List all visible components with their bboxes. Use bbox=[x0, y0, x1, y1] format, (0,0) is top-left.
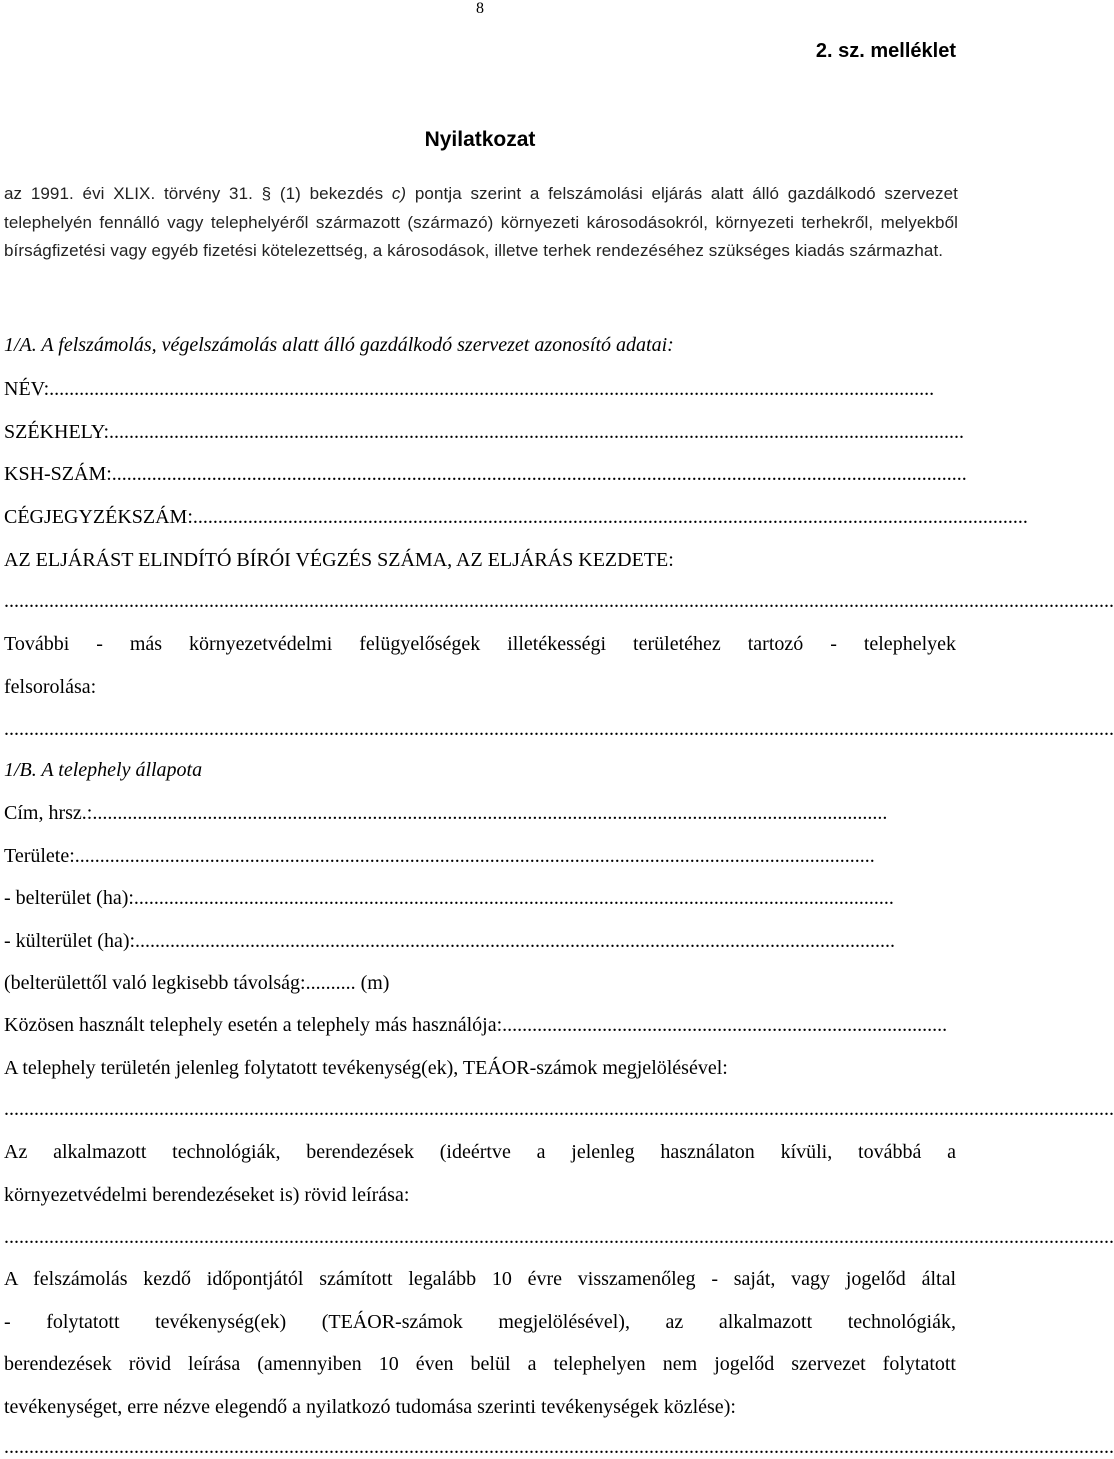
shared-use-field[interactable]: Közösen használt telephely esetén a telephely más használója:......................................................................................... bbox=[4, 1014, 948, 1036]
area-field[interactable]: Területe:................................................................................................................................................................ bbox=[4, 845, 875, 867]
inner-area-field[interactable]: - belterület (ha):........................................................................................................................................................ bbox=[4, 887, 894, 909]
intro-text-end: pontja szerint a felszámolási eljárás alatt álló gazdálkodó szervezet telephelyén fennálló vagy telephelyéről származott (származó) környezeti károsodásokról, környezeti terhekről, melyekből bírságfizetési vagy egyéb fizetési kötelezettség, a károsodások, illetve terhek rendezéséhez szükséges kiadás származhat. bbox=[4, 184, 958, 260]
name-field[interactable]: NÉV:................................................................................................................................................................................. bbox=[4, 378, 935, 400]
technology-label-line1: Az alkalmazott technológiák, berendezések (ideértve a jelenleg használaton kívüli, továbbá a bbox=[4, 1141, 956, 1163]
history-label-line3: berendezések rövid leírása (amennyiben 10 éven belül a telephelyen nem jogelőd szervezet folytatott bbox=[4, 1353, 956, 1375]
procedure-label: AZ ELJÁRÁST ELINDÍTÓ BÍRÓI VÉGZÉS SZÁMA, AZ ELJÁRÁS KEZDETE: bbox=[4, 549, 674, 571]
seat-field[interactable]: SZÉKHELY:........................................................................................................................................................................... bbox=[4, 421, 965, 443]
other-sites-label-line2: felsorolása: bbox=[4, 676, 97, 698]
distance-field[interactable]: (belterülettől való legkisebb távolság:.......... (m) bbox=[4, 972, 390, 994]
procedure-field[interactable]: .............................................................................................................................................................................................................................. bbox=[4, 590, 1114, 612]
other-sites-field[interactable]: .............................................................................................................................................................................................................................. bbox=[4, 718, 1114, 740]
outer-area-field[interactable]: - külterület (ha):........................................................................................................................................................ bbox=[4, 930, 896, 952]
annex-label: 2. sz. melléklet bbox=[815, 40, 956, 62]
page-number: 8 bbox=[476, 0, 484, 17]
history-label-line1: A felszámolás kezdő időpontjától számított legalább 10 évre visszamenőleg - saját, vagy jogelőd által bbox=[4, 1268, 956, 1290]
intro-italic-point: c) bbox=[391, 184, 407, 203]
activities-field[interactable]: .............................................................................................................................................................................................................................. bbox=[4, 1098, 1114, 1120]
document-title: Nyilatkozat bbox=[424, 128, 536, 151]
intro-paragraph bbox=[4, 180, 958, 266]
technology-label-line2: környezetvédelmi berendezéseket is) rövid leírása: bbox=[4, 1184, 410, 1206]
technology-field[interactable]: .............................................................................................................................................................................................................................. bbox=[4, 1226, 1114, 1248]
intro-text-start: az 1991. évi XLIX. törvény 31. § (1) bekezdés bbox=[4, 184, 392, 203]
history-label-line2: - folytatott tevékenység(ek) (TEÁOR-számok megjelölésével), az alkalmazott technológiák, bbox=[4, 1311, 956, 1333]
section-a-heading: 1/A. A felszámolás, végelszámolás alatt álló gazdálkodó szervezet azonosító adatai: bbox=[4, 334, 674, 356]
company-registry-field[interactable]: CÉGJEGYZÉKSZÁM:....................................................................................................................................................................... bbox=[4, 506, 1028, 528]
activities-label: A telephely területén jelenleg folytatott tevékenység(ek), TEÁOR-számok megjelölésével: bbox=[4, 1057, 728, 1079]
other-sites-label-line1: További - más környezetvédelmi felügyelőségek illetékességi területéhez tartozó - telephelyek bbox=[4, 633, 956, 655]
ksh-number-field[interactable]: KSH-SZÁM:........................................................................................................................................................................... bbox=[4, 463, 967, 485]
history-label-line4: tevékenységet, erre nézve elegendő a nyilatkozó tudomása szerinti tevékenységek közlése): bbox=[4, 1396, 736, 1418]
section-b-heading: 1/B. A telephely állapota bbox=[4, 759, 203, 781]
address-field[interactable]: Cím, hrsz.:............................................................................................................................................................... bbox=[4, 802, 888, 824]
history-field[interactable]: .............................................................................................................................................................................................................................. bbox=[4, 1436, 1114, 1458]
